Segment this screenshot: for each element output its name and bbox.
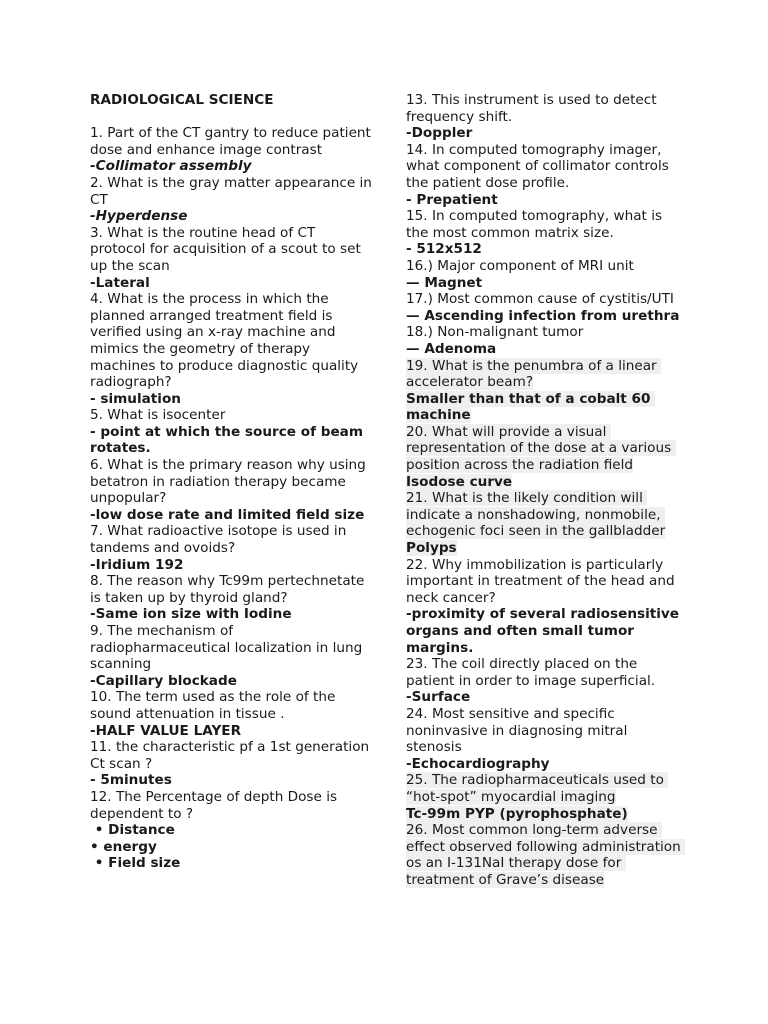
answer-text: -proximity of several radiosensitive organs and often small tumor margins. [406, 606, 684, 656]
qa-item [90, 789, 375, 872]
question-text: 13. This instrument is used to detect frequency shift. [406, 92, 661, 125]
qa-item [90, 225, 375, 291]
question-text: 5. What is isocenter [90, 407, 226, 424]
left-question-list [90, 125, 375, 872]
document-title: RADIOLOGICAL SCIENCE [90, 92, 274, 108]
qa-item [406, 258, 684, 291]
answer-text: Polyps [406, 540, 457, 557]
answer-bullet: • Field size [90, 855, 181, 872]
left-column [90, 92, 375, 872]
question-text: 17.) Most common cause of cystitis/UTI [406, 291, 674, 308]
question-text: 10. The term used as the role of the sound attenuation in tissue . [90, 689, 340, 722]
question-text: 2. What is the gray matter appearance in CT [90, 174, 377, 208]
qa-item [90, 291, 375, 407]
question-text: 6. What is the primary reason why using betatron in radiation therapy became unpopular? [90, 457, 371, 507]
qa-item [406, 706, 684, 772]
question-text: 8. The reason why Tc99m pertechnetate is taken up by thyroid gland? [90, 573, 369, 606]
qa-item [90, 457, 375, 523]
question-text: 26. Most common long-term adverse effect observed following administration os an I-131NaI therapy dose for treatment of Grave’s disease [406, 822, 686, 888]
question-text: 12. The Percentage of depth Dose is dependent to ? [90, 788, 342, 822]
answer-bullet: • energy [90, 838, 157, 855]
question-text: 1. Part of the CT gantry to reduce patient dose and enhance image contrast [90, 125, 376, 158]
question-text: 22. Why immobilization is particularly important in treatment of the head and neck cancer? [406, 556, 679, 606]
answer-text: Smaller than that of a cobalt 60 machine [406, 390, 656, 424]
answer-text: -Doppler [406, 125, 473, 142]
right-question-list [406, 92, 684, 889]
answer-text: — Magnet [406, 274, 483, 291]
qa-item [90, 125, 375, 175]
qa-item [90, 175, 375, 225]
question-text: 21. What is the likely condition will indicate a nonshadowing, nonmobile, echogenic foci seen in the gallbladder [406, 490, 666, 540]
question-text: 9. The mechanism of radiopharmaceutical localization in lung scanning [90, 623, 367, 673]
answer-text: -Same ion size with Iodine [90, 606, 292, 623]
qa-item [406, 557, 684, 657]
answer-text: -low dose rate and limited field size [90, 506, 365, 523]
qa-item [406, 358, 684, 424]
qa-item [406, 424, 684, 490]
answer-text: -Iridium 192 [90, 556, 184, 573]
answer-text: - 512x512 [406, 241, 482, 258]
qa-item [406, 92, 684, 142]
qa-item [90, 573, 375, 623]
qa-item [90, 739, 375, 789]
answer-text: - simulation [90, 390, 181, 407]
question-text: 11. the characteristic pf a 1st generation Ct scan ? [90, 739, 374, 772]
question-text: 24. Most sensitive and specific noninvasive in diagnosing mitral stenosis [406, 705, 632, 756]
answer-text: -Lateral [90, 274, 150, 291]
qa-item [90, 523, 375, 573]
answer-text: — Adenoma [406, 340, 497, 357]
qa-item [406, 291, 684, 324]
qa-item [406, 142, 684, 208]
answer-text: - 5minutes [90, 772, 172, 789]
qa-item [406, 490, 684, 556]
question-text: 4. What is the process in which the planned arranged treatment field is verified using an x-ray machine and mimics the geometry of therapy machines to produce diagnostic quality radiograph? [90, 291, 363, 391]
answer-bullet: • Distance [90, 822, 175, 839]
answer-text: - point at which the source of beam rotates. [90, 423, 368, 457]
answer-text: -Hyperdense [90, 208, 188, 225]
question-text: 16.) Major component of MRI unit [406, 257, 634, 274]
question-text: 25. The radiopharmaceuticals used to “hot-spot” myocardial imaging [406, 772, 669, 805]
answer-text: -Collimator assembly [90, 158, 252, 175]
qa-item [90, 407, 375, 457]
question-text: 3. What is the routine head of CT protocol for acquisition of a scout to set up the scan [90, 224, 366, 274]
question-text: 15. In computed tomography, what is the most common matrix size. [406, 208, 667, 241]
qa-item [90, 623, 375, 689]
answer-text: — Ascending infection from urethra [406, 307, 680, 324]
answer-text: -Echocardiography [406, 755, 550, 772]
answer-text: Isodose curve [406, 473, 513, 490]
right-column [406, 92, 684, 889]
question-text: 20. What will provide a visual representation of the dose at a various position across the radiation field [406, 423, 676, 474]
question-text: 19. What is the penumbra of a linear accelerator beam? [406, 357, 661, 391]
question-text: 18.) Non-malignant tumor [406, 324, 584, 341]
question-text: 14. In computed tomography imager, what component of collimator controls the patient dose profile. [406, 141, 674, 191]
qa-item [406, 772, 684, 822]
answer-text: -HALF VALUE LAYER [90, 722, 242, 739]
qa-item [90, 689, 375, 739]
answer-text: -Capillary blockade [90, 672, 237, 689]
qa-item [406, 822, 684, 888]
answer-text: - Prepatient [406, 191, 498, 208]
qa-item [406, 324, 684, 357]
qa-item [406, 208, 684, 258]
qa-item [406, 656, 684, 706]
question-text: 7. What radioactive isotope is used in tandems and ovoids? [90, 523, 351, 557]
answer-text: Tc-99m PYP (pyrophosphate) [406, 805, 628, 822]
question-text: 23. The coil directly placed on the patient in order to image superficial. [406, 656, 656, 689]
answer-text: -Surface [406, 689, 471, 706]
